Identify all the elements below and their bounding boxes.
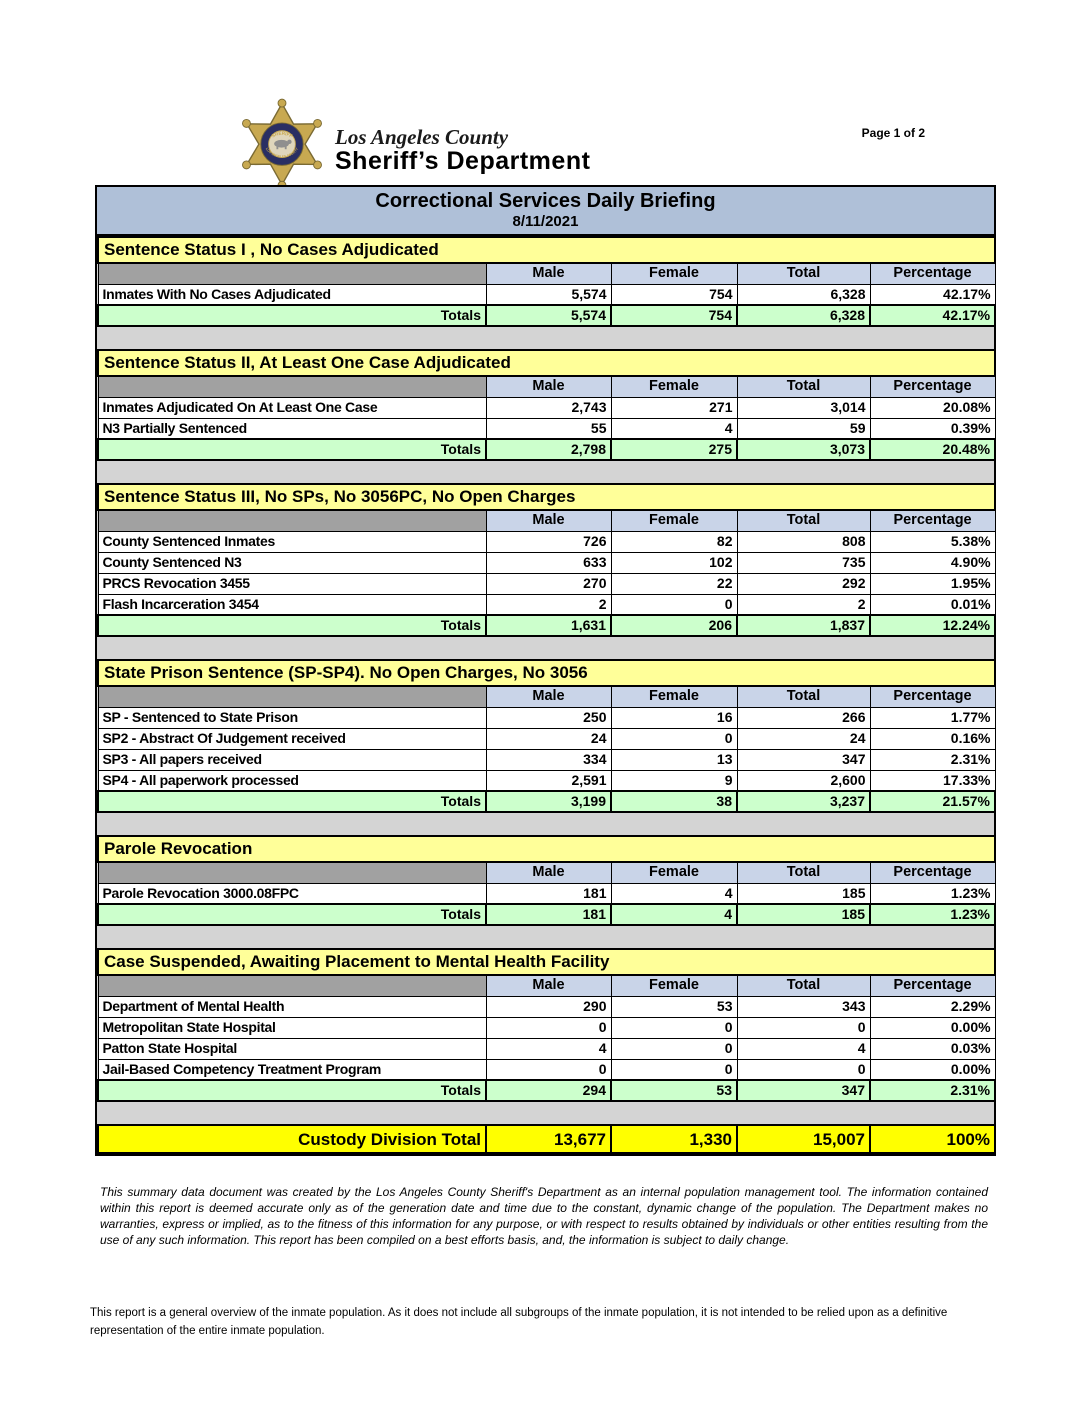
female-value: 4: [611, 418, 737, 439]
column-header-female: Female: [611, 263, 737, 284]
column-header-stub: [98, 686, 486, 707]
male-value: 2,591: [486, 770, 611, 791]
male-value: 55: [486, 418, 611, 439]
table-row: [98, 707, 995, 728]
totals-total: 347: [737, 1080, 870, 1101]
table-row: [98, 284, 995, 305]
female-value: 0: [611, 1017, 737, 1038]
total-value: 3,014: [737, 397, 870, 418]
percentage-value: 0.16%: [870, 728, 995, 749]
row-label: County Sentenced N3: [98, 552, 486, 573]
section-gap: [97, 926, 994, 948]
table-row: [98, 594, 995, 615]
totals-label: Totals: [98, 791, 486, 812]
totals-male: 3,199: [486, 791, 611, 812]
totals-female: 206: [611, 615, 737, 636]
male-value: 24: [486, 728, 611, 749]
male-value: 0: [486, 1059, 611, 1080]
percentage-value: 1.77%: [870, 707, 995, 728]
section-title: State Prison Sentence (SP-SP4). No Open Charges, No 3056: [98, 660, 995, 686]
total-value: 0: [737, 1059, 870, 1080]
totals-label: Totals: [98, 1080, 486, 1101]
page-indicator: Page 1 of 2: [861, 126, 925, 140]
totals-percentage: 42.17%: [870, 305, 995, 326]
female-value: 0: [611, 1038, 737, 1059]
row-label: Flash Incarceration 3454: [98, 594, 486, 615]
row-label: SP - Sentenced to State Prison: [98, 707, 486, 728]
table-row: [98, 552, 995, 573]
sheriff-badge-icon: [235, 98, 329, 194]
female-value: 9: [611, 770, 737, 791]
totals-percentage: 2.31%: [870, 1080, 995, 1101]
total-value: 735: [737, 552, 870, 573]
male-value: 0: [486, 1017, 611, 1038]
column-header-female: Female: [611, 862, 737, 883]
female-value: 102: [611, 552, 737, 573]
column-header-female: Female: [611, 686, 737, 707]
column-header-total: Total: [737, 263, 870, 284]
section-title: Case Suspended, Awaiting Placement to Mental Health Facility: [98, 949, 995, 975]
section-case-suspended-mental-health: [97, 948, 996, 1102]
total-value: 2,600: [737, 770, 870, 791]
female-value: 754: [611, 284, 737, 305]
section-title: Parole Revocation: [98, 836, 995, 862]
section-gap: [97, 1102, 994, 1124]
report-title-bar: [97, 187, 994, 236]
column-header-male: Male: [486, 862, 611, 883]
table-row: [98, 770, 995, 791]
totals-female: 4: [611, 904, 737, 925]
totals-total: 185: [737, 904, 870, 925]
column-header-total: Total: [737, 975, 870, 996]
female-value: 4: [611, 883, 737, 904]
column-header-female: Female: [611, 376, 737, 397]
totals-row: [98, 791, 995, 812]
male-value: 2,743: [486, 397, 611, 418]
column-header-female: Female: [611, 975, 737, 996]
female-value: 0: [611, 594, 737, 615]
section-title: Sentence Status II, At Least One Case Adjudicated: [98, 350, 995, 376]
table-row: [98, 531, 995, 552]
total-value: 6,328: [737, 284, 870, 305]
percentage-value: 20.08%: [870, 397, 995, 418]
report-band: [95, 185, 996, 1156]
totals-male: 1,631: [486, 615, 611, 636]
section-sentence-status-2: [97, 349, 996, 461]
custody-division-total-row: [97, 1124, 996, 1154]
report-date: 8/11/2021: [512, 213, 579, 230]
grand-total-female: 1,330: [611, 1125, 737, 1153]
column-header-stub: [98, 263, 486, 284]
total-value: 808: [737, 531, 870, 552]
grand-total-percentage: 100%: [870, 1125, 995, 1153]
table-row: [98, 418, 995, 439]
table-row: [98, 728, 995, 749]
percentage-value: 17.33%: [870, 770, 995, 791]
total-value: 24: [737, 728, 870, 749]
total-value: 347: [737, 749, 870, 770]
percentage-value: 1.95%: [870, 573, 995, 594]
totals-label: Totals: [98, 904, 486, 925]
column-header-stub: [98, 862, 486, 883]
totals-percentage: 12.24%: [870, 615, 995, 636]
row-label: SP2 - Abstract Of Judgement received: [98, 728, 486, 749]
section-gap: [97, 637, 994, 659]
percentage-value: 5.38%: [870, 531, 995, 552]
totals-percentage: 21.57%: [870, 791, 995, 812]
totals-row: [98, 615, 995, 636]
table-row: [98, 749, 995, 770]
row-label: SP4 - All paperwork processed: [98, 770, 486, 791]
total-value: 266: [737, 707, 870, 728]
total-value: 4: [737, 1038, 870, 1059]
female-value: 13: [611, 749, 737, 770]
svg-text:LOS ANGELES COUNTY: LOS ANGELES COUNTY: [264, 146, 300, 159]
male-value: 290: [486, 996, 611, 1017]
totals-female: 53: [611, 1080, 737, 1101]
female-value: 0: [611, 728, 737, 749]
totals-row: [98, 1080, 995, 1101]
totals-male: 5,574: [486, 305, 611, 326]
column-header-percentage: Percentage: [870, 263, 995, 284]
row-label: Department of Mental Health: [98, 996, 486, 1017]
column-header-male: Male: [486, 263, 611, 284]
female-value: 53: [611, 996, 737, 1017]
row-label: SP3 - All papers received: [98, 749, 486, 770]
column-header-stub: [98, 376, 486, 397]
totals-total: 3,073: [737, 439, 870, 460]
overview-note: This report is a general overview of the inmate population. As it does not include all subgroups of the inmate population, it is not intended to be relied upon as a definitive representation of the entire inmate population.: [90, 1307, 948, 1338]
percentage-value: 2.31%: [870, 749, 995, 770]
total-value: 343: [737, 996, 870, 1017]
column-header-total: Total: [737, 510, 870, 531]
row-label: Inmates With No Cases Adjudicated: [98, 284, 486, 305]
percentage-value: 42.17%: [870, 284, 995, 305]
total-value: 292: [737, 573, 870, 594]
total-value: 0: [737, 1017, 870, 1038]
column-header-stub: [98, 975, 486, 996]
row-label: County Sentenced Inmates: [98, 531, 486, 552]
column-header-percentage: Percentage: [870, 510, 995, 531]
male-value: 2: [486, 594, 611, 615]
row-label: Jail-Based Competency Treatment Program: [98, 1059, 486, 1080]
disclaimer-text: This summary data document was created by the Los Angeles County Sheriff's Department as an internal population management tool. The information contained within this report is deemed accurate only as of the generation date and time due to the constant, dynamic change of the population. The Department makes no warranties, express or implied, as to the fitness of this information for any purpose, or with respect to results obtained by individuals or other entities resulting from the use of any such information. This report has been compiled on a best efforts basis, and, the information is subject to daily change.: [100, 1185, 988, 1247]
column-header-percentage: Percentage: [870, 686, 995, 707]
table-row: [98, 573, 995, 594]
totals-total: 1,837: [737, 615, 870, 636]
row-label: Patton State Hospital: [98, 1038, 486, 1059]
male-value: 250: [486, 707, 611, 728]
percentage-value: 2.29%: [870, 996, 995, 1017]
male-value: 5,574: [486, 284, 611, 305]
totals-row: [98, 904, 995, 925]
document-header: [95, 98, 993, 194]
grand-total-male: 13,677: [486, 1125, 611, 1153]
row-label: Inmates Adjudicated On At Least One Case: [98, 397, 486, 418]
totals-female: 275: [611, 439, 737, 460]
row-label: Parole Revocation 3000.08FPC: [98, 883, 486, 904]
total-value: 2: [737, 594, 870, 615]
male-value: 4: [486, 1038, 611, 1059]
table-row: [98, 397, 995, 418]
row-label: PRCS Revocation 3455: [98, 573, 486, 594]
percentage-value: 0.00%: [870, 1059, 995, 1080]
report-title: Correctional Services Daily Briefing: [375, 190, 716, 212]
column-header-percentage: Percentage: [870, 862, 995, 883]
table-row: [98, 1059, 995, 1080]
grand-total-label: Custody Division Total: [98, 1125, 486, 1153]
sheriff-logo: [235, 98, 590, 194]
male-value: 726: [486, 531, 611, 552]
logo-text: [335, 116, 590, 176]
column-header-stub: [98, 510, 486, 531]
logo-county-line: Los Angeles County: [335, 125, 509, 150]
male-value: 334: [486, 749, 611, 770]
section-parole-revocation: [97, 835, 996, 926]
totals-label: Totals: [98, 615, 486, 636]
section-gap: [97, 327, 994, 349]
totals-label: Totals: [98, 439, 486, 460]
percentage-value: 0.01%: [870, 594, 995, 615]
female-value: 82: [611, 531, 737, 552]
section-gap: [97, 461, 994, 483]
male-value: 181: [486, 883, 611, 904]
percentage-value: 0.00%: [870, 1017, 995, 1038]
male-value: 270: [486, 573, 611, 594]
percentage-value: 0.39%: [870, 418, 995, 439]
female-value: 0: [611, 1059, 737, 1080]
totals-percentage: 1.23%: [870, 904, 995, 925]
total-value: 185: [737, 883, 870, 904]
table-row: [98, 1017, 995, 1038]
totals-male: 294: [486, 1080, 611, 1101]
totals-row: [98, 305, 995, 326]
section-title: Sentence Status I , No Cases Adjudicated: [98, 237, 995, 263]
section-sentence-status-3: [97, 483, 996, 637]
section-title: Sentence Status III, No SPs, No 3056PC, No Open Charges: [98, 484, 995, 510]
column-header-male: Male: [486, 376, 611, 397]
column-header-percentage: Percentage: [870, 376, 995, 397]
section-gap: [97, 813, 994, 835]
female-value: 16: [611, 707, 737, 728]
svg-text:SHERIFF: SHERIFF: [270, 130, 294, 139]
totals-female: 754: [611, 305, 737, 326]
column-header-total: Total: [737, 686, 870, 707]
totals-label: Totals: [98, 305, 486, 326]
total-value: 59: [737, 418, 870, 439]
column-header-total: Total: [737, 376, 870, 397]
male-value: 633: [486, 552, 611, 573]
section-state-prison-sentence: [97, 659, 996, 813]
grand-total-total: 15,007: [737, 1125, 870, 1153]
totals-total: 6,328: [737, 305, 870, 326]
totals-male: 181: [486, 904, 611, 925]
table-row: [98, 1038, 995, 1059]
percentage-value: 1.23%: [870, 883, 995, 904]
totals-total: 3,237: [737, 791, 870, 812]
row-label: N3 Partially Sentenced: [98, 418, 486, 439]
table-row: [98, 996, 995, 1017]
percentage-value: 4.90%: [870, 552, 995, 573]
column-header-male: Male: [486, 975, 611, 996]
column-header-female: Female: [611, 510, 737, 531]
table-row: [98, 883, 995, 904]
totals-male: 2,798: [486, 439, 611, 460]
section-sentence-status-1: [97, 236, 996, 327]
logo-department-line: Sheriff’s Department: [335, 147, 591, 176]
column-header-male: Male: [486, 686, 611, 707]
totals-percentage: 20.48%: [870, 439, 995, 460]
column-header-male: Male: [486, 510, 611, 531]
totals-female: 38: [611, 791, 737, 812]
column-header-total: Total: [737, 862, 870, 883]
percentage-value: 0.03%: [870, 1038, 995, 1059]
column-header-percentage: Percentage: [870, 975, 995, 996]
female-value: 22: [611, 573, 737, 594]
female-value: 271: [611, 397, 737, 418]
totals-row: [98, 439, 995, 460]
row-label: Metropolitan State Hospital: [98, 1017, 486, 1038]
